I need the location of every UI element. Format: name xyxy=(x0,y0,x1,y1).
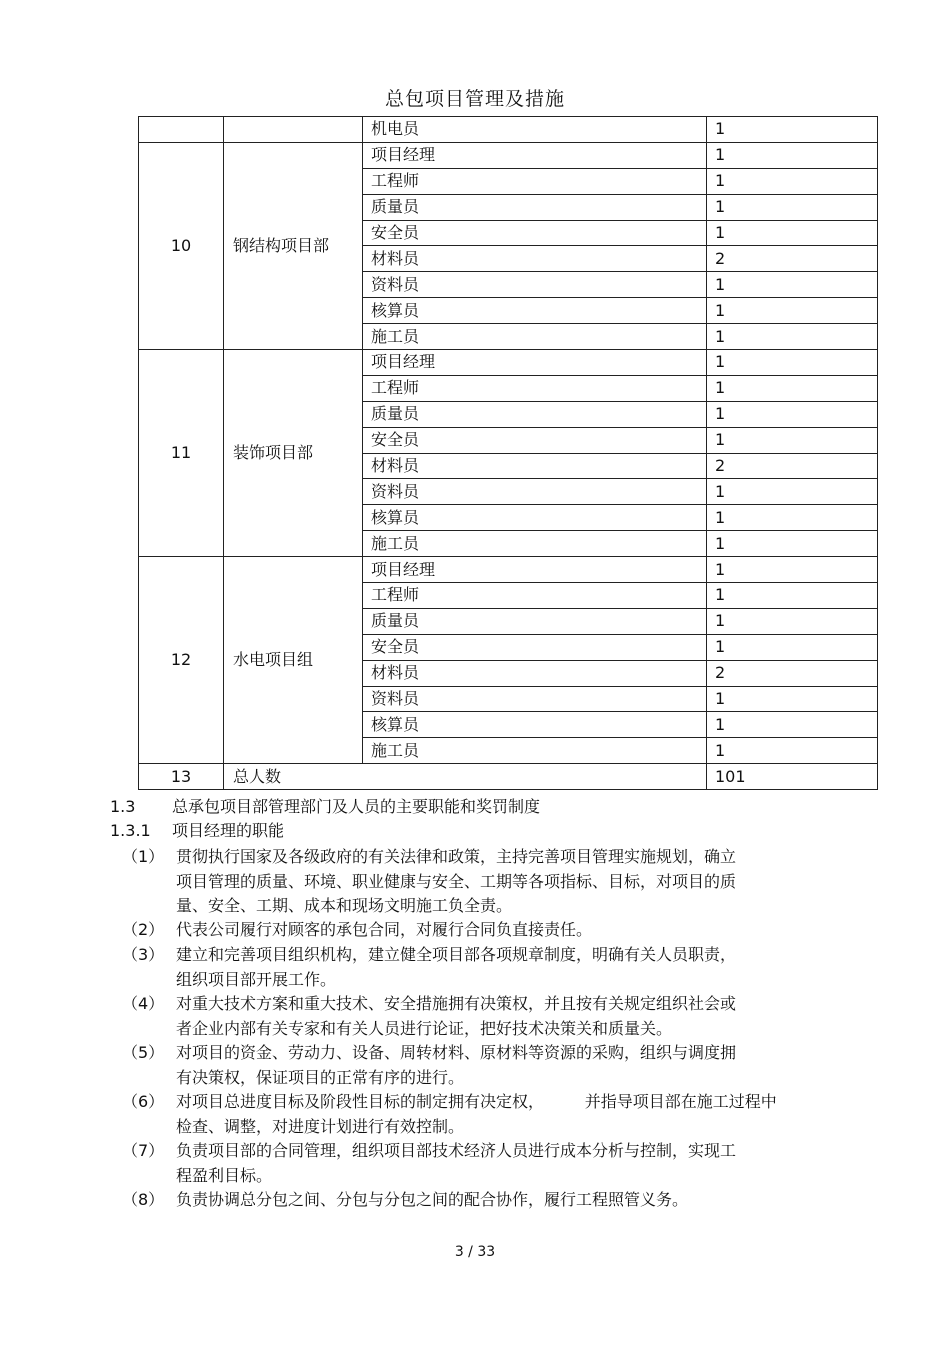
section-1-3-1-heading xyxy=(110,820,284,842)
cell-empty xyxy=(139,117,224,143)
item-text-line: 对重大技术方案和重大技术、安全措施拥有决策权，并且按有关规定组织社会或 xyxy=(176,994,737,1013)
cell-count: 1 xyxy=(707,168,878,194)
cell-count: 1 xyxy=(707,272,878,298)
cell-role: 核算员 xyxy=(363,298,707,324)
cell-count: 1 xyxy=(707,583,878,609)
item-text-line: 者企业内部有关专家和有关人员进行论证，把好技术决策关和质量关。 xyxy=(176,1018,673,1038)
item-text-line: 对项目的资金、劳动力、设备、周转材料、原材料等资源的采购，组织与调度拥 xyxy=(176,1043,737,1062)
cell-department: 水电项目组 xyxy=(224,557,363,764)
cell-role: 质量员 xyxy=(363,401,707,427)
page-header-title: 总包项目管理及措施 xyxy=(384,88,565,110)
item-text-line: 有决策权，保证项目的正常有序的进行。 xyxy=(176,1067,465,1087)
cell-group-number: 11 xyxy=(139,350,224,557)
cell-empty xyxy=(224,117,363,143)
cell-count: 1 xyxy=(707,712,878,738)
cell-total-count: 101 xyxy=(707,764,878,790)
cell-role: 材料员 xyxy=(363,453,707,479)
duty-item xyxy=(122,1139,842,1188)
cell-role: 资料员 xyxy=(363,272,707,298)
cell-role: 质量员 xyxy=(363,194,707,220)
duty-item xyxy=(122,1041,842,1090)
table-row xyxy=(139,142,878,168)
section-title: 总承包项目部管理部门及人员的主要职能和奖罚制度 xyxy=(172,797,541,816)
cell-role: 工程师 xyxy=(363,168,707,194)
cell-count: 1 xyxy=(707,117,878,143)
cell-count: 1 xyxy=(707,350,878,376)
cell-role: 项目经理 xyxy=(363,142,707,168)
item-text-line: 负责项目部的合同管理，组织项目部技术经济人员进行成本分析与控制，实现工 xyxy=(176,1141,737,1160)
cell-role: 工程师 xyxy=(363,583,707,609)
cell-role: 安全员 xyxy=(363,427,707,453)
cell-total-label: 总人数 xyxy=(224,764,707,790)
cell-count: 1 xyxy=(707,531,878,557)
item-marker: （3） xyxy=(122,945,165,964)
cell-count: 1 xyxy=(707,479,878,505)
cell-count: 1 xyxy=(707,686,878,712)
item-text-line: 建立和完善项目组织机构，建立健全项目部各项规章制度，明确有关人员职责， xyxy=(176,945,737,964)
cell-count: 1 xyxy=(707,608,878,634)
duty-item xyxy=(122,1188,842,1213)
cell-role: 施工员 xyxy=(363,531,707,557)
cell-role: 资料员 xyxy=(363,479,707,505)
cell-department: 钢结构项目部 xyxy=(224,142,363,349)
item-text-line: 组织项目部开展工作。 xyxy=(176,969,337,989)
cell-role: 施工员 xyxy=(363,738,707,764)
cell-count: 1 xyxy=(707,505,878,531)
cell-role: 质量员 xyxy=(363,608,707,634)
item-text-line: 项目管理的质量、环境、职业健康与安全、工期等各项指标、目标，对项目的质 xyxy=(176,871,737,891)
cell-count: 1 xyxy=(707,298,878,324)
cell-count: 1 xyxy=(707,220,878,246)
cell-role: 施工员 xyxy=(363,324,707,350)
cell-count: 2 xyxy=(707,246,878,272)
cell-role: 机电员 xyxy=(363,117,707,143)
cell-count: 1 xyxy=(707,194,878,220)
cell-count: 1 xyxy=(707,401,878,427)
cell-count: 2 xyxy=(707,660,878,686)
cell-role: 核算员 xyxy=(363,505,707,531)
table-row xyxy=(139,117,878,143)
section-1-3-heading xyxy=(110,796,540,818)
cell-role: 材料员 xyxy=(363,246,707,272)
section-number: 1.3.1 xyxy=(110,821,151,840)
cell-role: 工程师 xyxy=(363,375,707,401)
table-row xyxy=(139,350,878,376)
cell-role: 材料员 xyxy=(363,660,707,686)
staff-table xyxy=(138,116,878,790)
duty-item xyxy=(122,992,842,1041)
item-marker: （5） xyxy=(122,1043,165,1062)
duty-item xyxy=(122,845,842,919)
item-text-line: 程盈利目标。 xyxy=(176,1165,273,1185)
cell-count: 1 xyxy=(707,375,878,401)
duty-item xyxy=(122,1090,842,1139)
item-text-line: 量、安全、工期、成本和现场文明施工负全责。 xyxy=(176,896,513,915)
item-text-line: 检查、调整，对进度计划进行有效控制。 xyxy=(176,1116,465,1136)
item-text-line: 贯彻执行国家及各级政府的有关法律和政策，主持完善项目管理实施规划，确立 xyxy=(176,847,737,866)
item-text-line: 负责协调总分包之间、分包与分包之间的配合协作，履行工程照管义务。 xyxy=(176,1190,689,1209)
cell-department: 装饰项目部 xyxy=(224,350,363,557)
cell-count: 1 xyxy=(707,427,878,453)
cell-group-number: 12 xyxy=(139,557,224,764)
cell-group-number: 10 xyxy=(139,142,224,349)
item-text-line: 对项目总进度目标及阶段性目标的制定拥有决定权， 并指导项目部在施工过程中 xyxy=(176,1092,777,1111)
cell-role: 项目经理 xyxy=(363,350,707,376)
item-marker: （8） xyxy=(122,1190,165,1209)
section-title: 项目经理的职能 xyxy=(172,821,285,840)
cell-group-number: 13 xyxy=(139,764,224,790)
duty-item xyxy=(122,943,842,992)
item-marker: （7） xyxy=(122,1141,165,1160)
cell-count: 1 xyxy=(707,634,878,660)
table-row xyxy=(139,557,878,583)
cell-role: 核算员 xyxy=(363,712,707,738)
item-marker: （6） xyxy=(122,1092,165,1111)
cell-role: 资料员 xyxy=(363,686,707,712)
cell-count: 1 xyxy=(707,557,878,583)
item-text-line: 代表公司履行对顾客的承包合同，对履行合同负直接责任。 xyxy=(176,920,593,939)
cell-role: 安全员 xyxy=(363,220,707,246)
item-marker: （4） xyxy=(122,994,165,1013)
cell-count: 1 xyxy=(707,738,878,764)
table-total-row xyxy=(139,764,878,790)
duty-item xyxy=(122,918,842,943)
cell-count: 1 xyxy=(707,324,878,350)
cell-count: 2 xyxy=(707,453,878,479)
section-number: 1.3 xyxy=(110,797,136,816)
cell-role: 安全员 xyxy=(363,634,707,660)
item-marker: （2） xyxy=(122,920,165,939)
cell-count: 1 xyxy=(707,142,878,168)
item-marker: （1） xyxy=(122,847,165,866)
cell-role: 项目经理 xyxy=(363,557,707,583)
page-number: 3 / 33 xyxy=(454,1244,496,1260)
